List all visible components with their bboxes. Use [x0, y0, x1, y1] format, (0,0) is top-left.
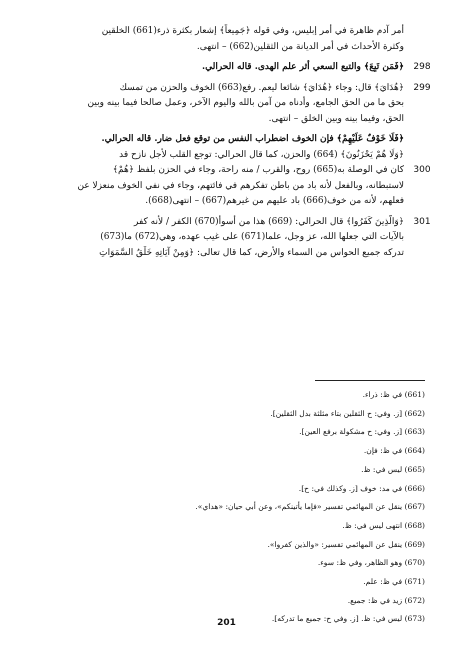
verse-number: 300	[413, 165, 431, 175]
verse-298	[18, 60, 431, 76]
text-line: تدركه جميع الحواس من السماء والأرض، كما قال تعالى: ﴿وَمِنْ آيَاتِهِ خَلْقُ السَّمَوَاتِ	[99, 247, 404, 258]
text-line: بالآيات التي جعلها الله، عز وجل، علما(671) على غيب عهده، وهي(672) ما(673)	[100, 232, 404, 242]
verse-301	[18, 215, 431, 262]
footnotes	[60, 386, 425, 629]
footnote: (663) [ز. وفي: ح مشكولة برفع العين].	[299, 427, 425, 437]
text-line: ﴿فَلَا خَوْفٌ عَلَيْهِمْ﴾ فإن الخوف اضطراب النفس من توقع فعل ضار. قاله الحرالي.	[101, 134, 404, 144]
text-line: أمر آدم ظاهرة في أمر إبليس، وفي قوله ﴿جَمِيعاً﴾ إشعار بكثرة ذرء(661) الخلقين	[101, 26, 404, 36]
footnote-divider	[315, 380, 425, 381]
footnote: (672) زيد في ظ: جميع.	[347, 595, 425, 605]
footnote: (664) في ظ: فإن.	[363, 446, 425, 456]
text-line: وكثرة الأحداث في أمر الديانة من الثقلين(662) – انتهى.	[196, 41, 404, 52]
verse-number: 301	[413, 216, 431, 227]
footnote: (669) ينقل عن المهائمي تفسير: «والذين كفروا».	[267, 539, 425, 549]
text-line: ﴿هُدَايَ﴾ قال: وجاء ﴿هُدَايَ﴾ شائعا ليعم. رفع(663) الخوف والحزن من تمسك	[119, 82, 404, 93]
footnote: (670) وهو الظاهر، وفي ظ: سوء.	[317, 558, 425, 568]
footnote: (673) ليس في: ظ. [ز. وفي ح: جميع ما تدركه].	[271, 614, 425, 624]
footnote: (661) في ظ: ذراء.	[362, 390, 425, 399]
verse-299	[18, 81, 431, 128]
footnote: (666) في مد: خوف [ز. وكذلك في: ح].	[298, 483, 425, 493]
text-line: ﴿وَالَّذِينَ كَفَرُوا﴾ قال الحرالي: (669) هذا من أسوأ(670) الكفر / لأنه كفر	[133, 216, 404, 227]
footnote: (671) في ظ: علم.	[363, 577, 425, 587]
text-line: ﴿وَلَا هُمْ يَحْزَنُونَ﴾ (664) والحزن، كما قال الحرالي: توجع القلب لأجل نازح قد	[119, 149, 404, 160]
main-text	[18, 24, 431, 266]
text-line: الحق، وفيما بينه وبين الخلق – انتهى.	[268, 113, 404, 124]
text-line: كان في الوصلة به(665) روح، والقرب / منه راحة، وجاء في الحزن بلفظ ﴿هُمْ﴾	[112, 165, 404, 175]
text-line: ﴿فَمَن تَبِعَ﴾ والتبع السعي أثر علم الهدى. قاله الحرالي.	[201, 62, 404, 72]
verse-number: 298	[413, 62, 431, 72]
text-line: بحق ما من الحق الجامع، وأدناه من آمن بالله واليوم الآخر، وعمل صالحا فيما بينه وبين	[87, 98, 404, 108]
verse-300	[18, 132, 431, 210]
footnote: (665) ليس في: ظ.	[361, 464, 425, 474]
text-line: فعلهم، لأنه من خوف(666) باد عليهم من غيرهم(667) – انتهى(668).	[145, 196, 404, 206]
footnote: (667) ينقل عن المهائمي تفسير «فإما يأتينكم»، وعن أبي حيان: «هداي».	[195, 502, 425, 512]
continuation-paragraph	[18, 24, 426, 55]
verse-number: 299	[413, 82, 431, 93]
footnote: (662) [ز. وفي: ح الثقلين بتاء مثلثة بدل الثقلين].	[270, 408, 425, 418]
text-line: لاستبطانه، وبالفعل لأنه باد من باطن تفكرهم في فائتهم، وجاء في نفي الخوف منعزلا عن	[77, 180, 404, 191]
footnote: (668) انتهى ليس في: ظ.	[342, 520, 425, 530]
page-number: 201	[217, 618, 236, 628]
